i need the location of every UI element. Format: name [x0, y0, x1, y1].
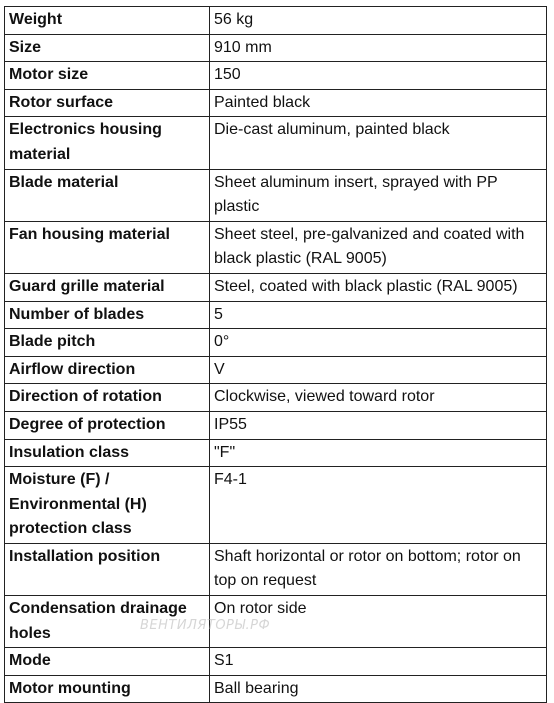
table-row: [5, 411, 547, 439]
row-value-moisture-protection: F4-1: [210, 467, 547, 544]
table-row: [5, 543, 547, 595]
row-value-direction-of-rotation: Clockwise, viewed toward rotor: [210, 384, 547, 412]
row-value-blade-material: Sheet aluminum insert, sprayed with PP plastic: [210, 169, 547, 221]
row-value-airflow-direction: V: [210, 356, 547, 384]
table-row: [5, 356, 547, 384]
table-row: [5, 221, 547, 273]
spec-table: [4, 6, 547, 703]
row-label-guard-grille: Guard grille material: [5, 273, 210, 301]
row-value-number-of-blades: 5: [210, 301, 547, 329]
row-label-degree-of-protection: Degree of protection: [5, 411, 210, 439]
row-label-airflow-direction: Airflow direction: [5, 356, 210, 384]
row-label-size: Size: [5, 34, 210, 62]
row-label-mode: Mode: [5, 648, 210, 676]
row-value-electronics-housing: Die-cast aluminum, painted black: [210, 117, 547, 169]
row-label-electronics-housing: Electronics housing material: [5, 117, 210, 169]
table-row: [5, 596, 547, 648]
table-row: [5, 301, 547, 329]
row-value-fan-housing: Sheet steel, pre-galvanized and coated with black plastic (RAL 9005): [210, 221, 547, 273]
row-value-motor-size: 150: [210, 62, 547, 90]
row-value-size: 910 mm: [210, 34, 547, 62]
row-value-motor-mounting: Ball bearing: [210, 675, 547, 703]
table-row: [5, 34, 547, 62]
row-label-motor-size: Motor size: [5, 62, 210, 90]
row-label-insulation-class: Insulation class: [5, 439, 210, 467]
row-value-guard-grille: Steel, coated with black plastic (RAL 9005): [210, 273, 547, 301]
row-value-condensation-holes: On rotor side: [210, 596, 547, 648]
table-row: [5, 273, 547, 301]
row-value-blade-pitch: 0°: [210, 329, 547, 357]
table-row: [5, 675, 547, 703]
row-label-motor-mounting: Motor mounting: [5, 675, 210, 703]
row-value-degree-of-protection: IP55: [210, 411, 547, 439]
table-row: [5, 384, 547, 412]
row-value-rotor-surface: Painted black: [210, 89, 547, 117]
row-label-moisture-protection: Moisture (F) / Environmental (H) protection class: [5, 467, 210, 544]
row-label-installation-position: Installation position: [5, 543, 210, 595]
row-value-mode: S1: [210, 648, 547, 676]
table-row: [5, 439, 547, 467]
row-label-fan-housing: Fan housing material: [5, 221, 210, 273]
table-row: [5, 117, 547, 169]
row-value-insulation-class: "F": [210, 439, 547, 467]
table-row: [5, 329, 547, 357]
table-row: [5, 648, 547, 676]
row-label-number-of-blades: Number of blades: [5, 301, 210, 329]
table-row: [5, 7, 547, 35]
row-value-weight: 56 kg: [210, 7, 547, 35]
table-row: [5, 169, 547, 221]
watermark: ВЕНТИЛЯТОРЫ.РФ: [140, 618, 271, 633]
table-row: [5, 62, 547, 90]
row-label-condensation-holes: Condensation drainage holes: [5, 596, 210, 648]
row-label-weight: Weight: [5, 7, 210, 35]
row-label-blade-pitch: Blade pitch: [5, 329, 210, 357]
row-label-direction-of-rotation: Direction of rotation: [5, 384, 210, 412]
row-label-rotor-surface: Rotor surface: [5, 89, 210, 117]
table-row: [5, 467, 547, 544]
row-label-blade-material: Blade material: [5, 169, 210, 221]
row-value-installation-position: Shaft horizontal or rotor on bottom; rotor on top on request: [210, 543, 547, 595]
table-row: [5, 89, 547, 117]
